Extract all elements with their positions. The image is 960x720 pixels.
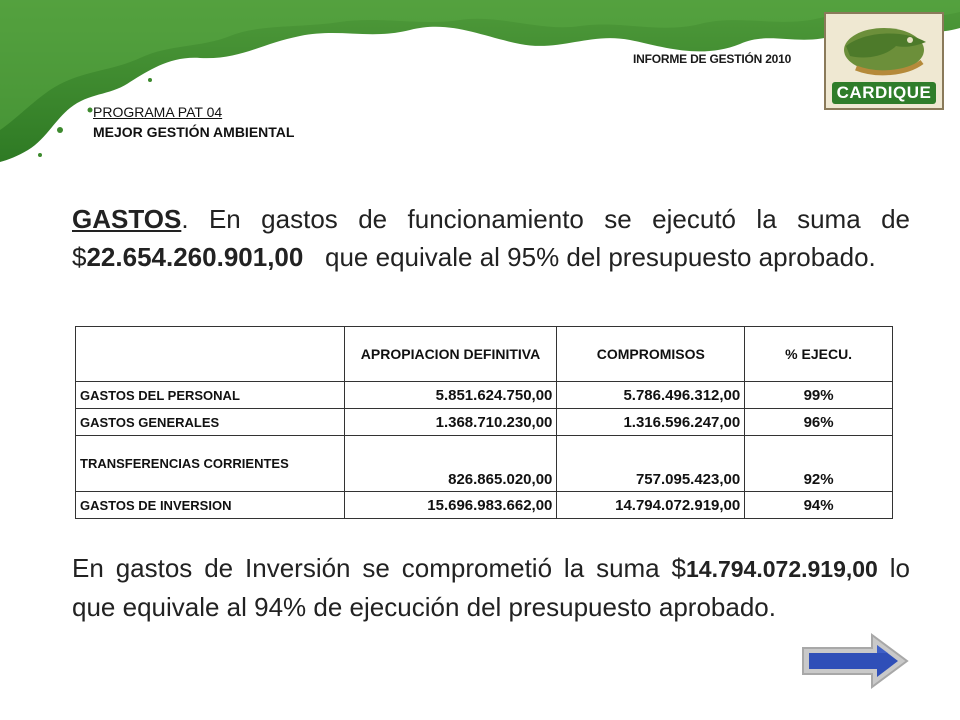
row-label: GASTOS GENERALES xyxy=(76,409,345,436)
crocodile-logo-icon xyxy=(826,16,942,86)
row-label: GASTOS DE INVERSION xyxy=(76,492,345,519)
program-name: MEJOR GESTIÓN AMBIENTAL xyxy=(93,124,295,140)
row-ejecucion: 92% xyxy=(745,436,893,492)
investment-text-a: En gastos de Inversión se comprometió la suma $ xyxy=(72,553,686,583)
row-compromisos: 1.316.596.247,00 xyxy=(557,409,745,436)
report-title: INFORME DE GESTIÓN 2010 xyxy=(633,52,792,66)
expenses-paragraph xyxy=(72,200,910,276)
expenses-text-a: . En gastos de funcionamiento se ejecutó la suma de $ xyxy=(72,204,910,272)
header-ejecucion: % EJECU. xyxy=(745,327,893,382)
header-apropiacion: APROPIACION DEFINITIVA xyxy=(344,327,557,382)
row-apropiacion: 826.865.020,00 xyxy=(344,436,557,492)
row-apropiacion: 5.851.624.750,00 xyxy=(344,382,557,409)
row-label: TRANSFERENCIAS CORRIENTES xyxy=(76,436,345,492)
row-label: GASTOS DEL PERSONAL xyxy=(76,382,345,409)
table-header-row xyxy=(76,327,893,382)
logo-text: CARDIQUE xyxy=(832,82,936,104)
row-ejecucion: 96% xyxy=(745,409,893,436)
next-slide-button[interactable] xyxy=(800,632,910,690)
table-row xyxy=(76,409,893,436)
table-row xyxy=(76,492,893,519)
row-ejecucion: 99% xyxy=(745,382,893,409)
row-apropiacion: 15.696.983.662,00 xyxy=(344,492,557,519)
investment-paragraph xyxy=(72,549,910,626)
expenses-amount: 22.654.260.901,00 xyxy=(86,242,304,272)
investment-text-b: lo que equivale al 94% de ejecución del presupuesto aprobado. xyxy=(72,553,910,622)
row-compromisos: 5.786.496.312,00 xyxy=(557,382,745,409)
budget-table xyxy=(75,326,893,519)
table-row xyxy=(76,382,893,409)
investment-amount: 14.794.072.919,00 xyxy=(686,556,878,582)
row-compromisos: 14.794.072.919,00 xyxy=(557,492,745,519)
expenses-text-b: que equivale al 95% del presupuesto aprobado. xyxy=(303,242,876,272)
row-compromisos: 757.095.423,00 xyxy=(557,436,745,492)
expenses-heading: GASTOS xyxy=(72,204,182,234)
header-compromisos: COMPROMISOS xyxy=(557,327,745,382)
row-ejecucion: 94% xyxy=(745,492,893,519)
program-code: PROGRAMA PAT 04 xyxy=(93,104,223,120)
arrow-right-icon xyxy=(800,632,910,690)
header-banner xyxy=(0,0,960,170)
organization-logo xyxy=(824,12,944,110)
row-apropiacion: 1.368.710.230,00 xyxy=(344,409,557,436)
table-row xyxy=(76,436,893,492)
header-empty xyxy=(76,327,345,382)
